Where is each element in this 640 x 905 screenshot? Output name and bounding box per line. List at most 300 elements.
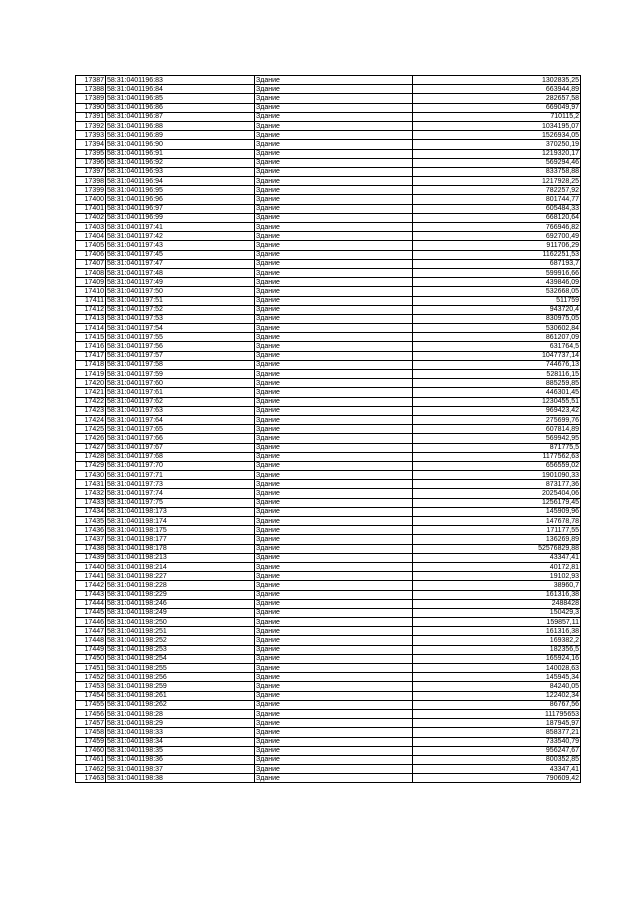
cadastral-number-cell: 58:31:0401197:68 [106,452,255,461]
cadastral-value-cell: 830975,05 [413,314,581,323]
cadastral-value-cell: 687193,7 [413,259,581,268]
cadastral-value-cell: 532668,05 [413,287,581,296]
table-row [76,618,581,627]
cadastral-value-cell: 569294,46 [413,158,581,167]
cadastral-value-cell: 165924,16 [413,654,581,663]
object-type-cell: Здание [255,599,413,608]
cadastral-number-cell: 58:31:0401198:177 [106,535,255,544]
cadastral-number-cell: 58:31:0401198:29 [106,719,255,728]
table-row [76,149,581,158]
cadastral-number-cell: 58:31:0401197:41 [106,223,255,232]
cadastral-value-cell: 446301,45 [413,388,581,397]
table-row [76,131,581,140]
cadastral-value-cell: 710115,2 [413,112,581,121]
table-row [76,94,581,103]
table-row [76,507,581,516]
table-row [76,241,581,250]
object-type-cell: Здание [255,572,413,581]
row-number-cell: 17391 [76,112,106,121]
cadastral-value-cell: 84240,05 [413,682,581,691]
object-type-cell: Здание [255,691,413,700]
table-row [76,599,581,608]
object-type-cell: Здание [255,121,413,130]
object-type-cell: Здание [255,140,413,149]
object-type-cell: Здание [255,535,413,544]
cadastral-number-cell: 58:31:0401197:48 [106,268,255,277]
object-type-cell: Здание [255,112,413,121]
table-row [76,627,581,636]
object-type-cell: Здание [255,241,413,250]
cadastral-number-cell: 58:31:0401197:45 [106,250,255,259]
row-number-cell: 17398 [76,177,106,186]
cadastral-value-cell: 52576829,88 [413,544,581,553]
row-number-cell: 17401 [76,204,106,213]
object-type-cell: Здание [255,728,413,737]
row-number-cell: 17400 [76,195,106,204]
row-number-cell: 17399 [76,186,106,195]
object-type-cell: Здание [255,324,413,333]
cadastral-number-cell: 58:31:0401197:54 [106,324,255,333]
row-number-cell: 17441 [76,572,106,581]
cadastral-number-cell: 58:31:0401197:75 [106,498,255,507]
cadastral-number-cell: 58:31:0401197:59 [106,370,255,379]
table-row [76,223,581,232]
cadastral-number-cell: 58:31:0401196:97 [106,204,255,213]
cadastral-number-cell: 58:31:0401198:173 [106,507,255,516]
cadastral-value-cell: 733540,79 [413,737,581,746]
object-type-cell: Здание [255,204,413,213]
cadastral-value-cell: 1047737,14 [413,351,581,360]
row-number-cell: 17409 [76,278,106,287]
cadastral-value-cell: 38960,7 [413,581,581,590]
cadastral-value-cell: 1302835,25 [413,76,581,85]
cadastral-value-cell: 969423,42 [413,406,581,415]
object-type-cell: Здание [255,765,413,774]
table-row [76,700,581,709]
object-type-cell: Здание [255,507,413,516]
cadastral-value-cell: 161316,38 [413,627,581,636]
table-row [76,452,581,461]
cadastral-value-cell: 833758,88 [413,167,581,176]
cadastral-value-cell: 511759 [413,296,581,305]
row-number-cell: 17421 [76,388,106,397]
table-row [76,526,581,535]
row-number-cell: 17434 [76,507,106,516]
row-number-cell: 17422 [76,397,106,406]
cadastral-value-cell: 790609,42 [413,774,581,783]
object-type-cell: Здание [255,296,413,305]
cadastral-number-cell: 58:31:0401197:66 [106,434,255,443]
table-row [76,177,581,186]
table-row [76,709,581,718]
object-type-cell: Здание [255,131,413,140]
table-row [76,572,581,581]
cadastral-number-cell: 58:31:0401198:259 [106,682,255,691]
table-row [76,636,581,645]
object-type-cell: Здание [255,425,413,434]
cadastral-number-cell: 58:31:0401196:93 [106,167,255,176]
cadastral-value-cell: 145945,34 [413,673,581,682]
cadastral-number-cell: 58:31:0401198:36 [106,755,255,764]
cadastral-value-cell: 147678,78 [413,517,581,526]
object-type-cell: Здание [255,700,413,709]
cadastral-value-cell: 136269,89 [413,535,581,544]
table-row [76,296,581,305]
table-row [76,388,581,397]
cadastral-number-cell: 58:31:0401198:249 [106,608,255,617]
row-number-cell: 17392 [76,121,106,130]
table-row [76,553,581,562]
cadastral-value-cell: 656559,02 [413,461,581,470]
object-type-cell: Здание [255,103,413,112]
object-type-cell: Здание [255,94,413,103]
object-type-cell: Здание [255,406,413,415]
cadastral-number-cell: 58:31:0401197:47 [106,259,255,268]
object-type-cell: Здание [255,397,413,406]
row-number-cell: 17437 [76,535,106,544]
cadastral-number-cell: 58:31:0401198:35 [106,746,255,755]
row-number-cell: 17454 [76,691,106,700]
cadastral-value-cell: 801744,77 [413,195,581,204]
object-type-cell: Здание [255,673,413,682]
table-row [76,305,581,314]
row-number-cell: 17458 [76,728,106,737]
cadastral-number-cell: 58:31:0401196:88 [106,121,255,130]
cadastral-number-cell: 58:31:0401196:91 [106,149,255,158]
row-number-cell: 17442 [76,581,106,590]
row-number-cell: 17433 [76,498,106,507]
cadastral-number-cell: 58:31:0401198:254 [106,654,255,663]
object-type-cell: Здание [255,746,413,755]
object-type-cell: Здание [255,186,413,195]
object-type-cell: Здание [255,471,413,480]
object-type-cell: Здание [255,498,413,507]
cadastral-value-cell: 885259,85 [413,379,581,388]
object-type-cell: Здание [255,333,413,342]
row-number-cell: 17427 [76,443,106,452]
table-row [76,112,581,121]
cadastral-value-cell: 1901090,33 [413,471,581,480]
table-row [76,232,581,241]
object-type-cell: Здание [255,590,413,599]
row-number-cell: 17394 [76,140,106,149]
row-number-cell: 17403 [76,223,106,232]
cadastral-number-cell: 58:31:0401197:64 [106,415,255,424]
table-row [76,287,581,296]
row-number-cell: 17414 [76,324,106,333]
table-row [76,544,581,553]
row-number-cell: 17418 [76,360,106,369]
row-number-cell: 17388 [76,85,106,94]
table-row [76,103,581,112]
table-row [76,379,581,388]
object-type-cell: Здание [255,379,413,388]
table-row [76,406,581,415]
cadastral-number-cell: 58:31:0401196:99 [106,213,255,222]
cadastral-value-cell: 275699,76 [413,415,581,424]
row-number-cell: 17455 [76,700,106,709]
cadastral-value-cell: 871775,5 [413,443,581,452]
row-number-cell: 17425 [76,425,106,434]
cadastral-value-cell: 2025404,06 [413,489,581,498]
row-number-cell: 17440 [76,562,106,571]
cadastral-value-cell: 43347,41 [413,553,581,562]
table-row [76,673,581,682]
object-type-cell: Здание [255,158,413,167]
table-row [76,204,581,213]
table-row [76,765,581,774]
table-row [76,737,581,746]
cadastral-number-cell: 58:31:0401198:262 [106,700,255,709]
object-type-cell: Здание [255,526,413,535]
object-type-cell: Здание [255,360,413,369]
cadastral-number-cell: 58:31:0401196:92 [106,158,255,167]
cadastral-number-cell: 58:31:0401198:214 [106,562,255,571]
row-number-cell: 17428 [76,452,106,461]
cadastral-value-cell: 744676,13 [413,360,581,369]
table-row [76,682,581,691]
cadastral-value-cell: 187945,97 [413,719,581,728]
cadastral-number-cell: 58:31:0401197:52 [106,305,255,314]
row-number-cell: 17451 [76,664,106,673]
table-row [76,443,581,452]
row-number-cell: 17429 [76,461,106,470]
object-type-cell: Здание [255,480,413,489]
table-row [76,250,581,259]
cadastral-number-cell: 58:31:0401198:37 [106,765,255,774]
cadastral-number-cell: 58:31:0401197:61 [106,388,255,397]
object-type-cell: Здание [255,195,413,204]
table-row [76,85,581,94]
cadastral-number-cell: 58:31:0401197:50 [106,287,255,296]
cadastral-number-cell: 58:31:0401197:49 [106,278,255,287]
object-type-cell: Здание [255,608,413,617]
table-row [76,517,581,526]
cadastral-number-cell: 58:31:0401197:71 [106,471,255,480]
row-number-cell: 17463 [76,774,106,783]
cadastral-value-cell: 161316,38 [413,590,581,599]
row-number-cell: 17431 [76,480,106,489]
row-number-cell: 17402 [76,213,106,222]
cadastral-number-cell: 58:31:0401197:55 [106,333,255,342]
cadastral-value-cell: 145909,96 [413,507,581,516]
object-type-cell: Здание [255,544,413,553]
row-number-cell: 17435 [76,517,106,526]
cadastral-value-cell: 956247,67 [413,746,581,755]
object-type-cell: Здание [255,654,413,663]
object-type-cell: Здание [255,415,413,424]
row-number-cell: 17430 [76,471,106,480]
cadastral-number-cell: 58:31:0401197:73 [106,480,255,489]
cadastral-value-cell: 782257,92 [413,186,581,195]
row-number-cell: 17407 [76,259,106,268]
object-type-cell: Здание [255,250,413,259]
table-row [76,654,581,663]
table-row [76,489,581,498]
cadastral-number-cell: 58:31:0401198:256 [106,673,255,682]
cadastral-number-cell: 58:31:0401198:178 [106,544,255,553]
object-type-cell: Здание [255,636,413,645]
cadastral-number-cell: 58:31:0401198:251 [106,627,255,636]
cadastral-number-cell: 58:31:0401198:253 [106,645,255,654]
object-type-cell: Здание [255,461,413,470]
cadastral-value-cell: 943720,4 [413,305,581,314]
table-row [76,158,581,167]
row-number-cell: 17408 [76,268,106,277]
row-number-cell: 17420 [76,379,106,388]
table-row [76,480,581,489]
cadastral-number-cell: 58:31:0401197:53 [106,314,255,323]
object-type-cell: Здание [255,351,413,360]
cadastral-value-table [75,75,581,783]
row-number-cell: 17449 [76,645,106,654]
row-number-cell: 17416 [76,342,106,351]
cadastral-number-cell: 58:31:0401198:33 [106,728,255,737]
object-type-cell: Здание [255,259,413,268]
table-row [76,719,581,728]
cadastral-number-cell: 58:31:0401197:57 [106,351,255,360]
row-number-cell: 17446 [76,618,106,627]
row-number-cell: 17461 [76,755,106,764]
row-number-cell: 17406 [76,250,106,259]
row-number-cell: 17415 [76,333,106,342]
table-row [76,691,581,700]
object-type-cell: Здание [255,287,413,296]
row-number-cell: 17450 [76,654,106,663]
row-number-cell: 17457 [76,719,106,728]
row-number-cell: 17419 [76,370,106,379]
table-row [76,314,581,323]
row-number-cell: 17404 [76,232,106,241]
row-number-cell: 17390 [76,103,106,112]
object-type-cell: Здание [255,452,413,461]
object-type-cell: Здание [255,314,413,323]
cadastral-value-cell: 528116,15 [413,370,581,379]
table-row [76,608,581,617]
cadastral-number-cell: 58:31:0401198:227 [106,572,255,581]
cadastral-value-cell: 911706,29 [413,241,581,250]
row-number-cell: 17397 [76,167,106,176]
object-type-cell: Здание [255,553,413,562]
cadastral-value-cell: 530602,84 [413,324,581,333]
cadastral-number-cell: 58:31:0401196:95 [106,186,255,195]
object-type-cell: Здание [255,645,413,654]
cadastral-number-cell: 58:31:0401197:43 [106,241,255,250]
object-type-cell: Здание [255,443,413,452]
cadastral-number-cell: 58:31:0401196:84 [106,85,255,94]
object-type-cell: Здание [255,85,413,94]
table-row [76,581,581,590]
table-row [76,471,581,480]
row-number-cell: 17456 [76,709,106,718]
row-number-cell: 17448 [76,636,106,645]
object-type-cell: Здание [255,709,413,718]
object-type-cell: Здание [255,268,413,277]
table-row [76,425,581,434]
cadastral-number-cell: 58:31:0401197:62 [106,397,255,406]
row-number-cell: 17393 [76,131,106,140]
object-type-cell: Здание [255,664,413,673]
cadastral-value-cell: 140028,63 [413,664,581,673]
row-number-cell: 17453 [76,682,106,691]
row-number-cell: 17438 [76,544,106,553]
cadastral-number-cell: 58:31:0401196:94 [106,177,255,186]
table-row [76,121,581,130]
object-type-cell: Здание [255,719,413,728]
cadastral-value-cell: 861207,09 [413,333,581,342]
cadastral-value-cell: 86767,56 [413,700,581,709]
cadastral-number-cell: 58:31:0401197:65 [106,425,255,434]
cadastral-value-cell: 1162251,53 [413,250,581,259]
cadastral-number-cell: 58:31:0401196:86 [106,103,255,112]
cadastral-value-cell: 1256179,45 [413,498,581,507]
table-row [76,186,581,195]
table-row [76,590,581,599]
object-type-cell: Здание [255,76,413,85]
cadastral-number-cell: 58:31:0401198:252 [106,636,255,645]
cadastral-value-cell: 2488428 [413,599,581,608]
row-number-cell: 17405 [76,241,106,250]
table-row [76,415,581,424]
table-row [76,195,581,204]
cadastral-value-cell: 111795653 [413,709,581,718]
object-type-cell: Здание [255,682,413,691]
object-type-cell: Здание [255,517,413,526]
cadastral-value-cell: 599916,66 [413,268,581,277]
cadastral-number-cell: 58:31:0401198:246 [106,599,255,608]
table-row [76,342,581,351]
cadastral-value-cell: 282657,58 [413,94,581,103]
cadastral-value-cell: 159857,11 [413,618,581,627]
table-row [76,370,581,379]
row-number-cell: 17447 [76,627,106,636]
row-number-cell: 17424 [76,415,106,424]
object-type-cell: Здание [255,774,413,783]
table-row [76,333,581,342]
row-number-cell: 17443 [76,590,106,599]
object-type-cell: Здание [255,149,413,158]
cadastral-number-cell: 58:31:0401198:250 [106,618,255,627]
cadastral-value-cell: 766946,82 [413,223,581,232]
cadastral-number-cell: 58:31:0401197:70 [106,461,255,470]
cadastral-number-cell: 58:31:0401198:38 [106,774,255,783]
cadastral-value-cell: 663944,89 [413,85,581,94]
object-type-cell: Здание [255,232,413,241]
row-number-cell: 17439 [76,553,106,562]
cadastral-value-cell: 1526934,05 [413,131,581,140]
cadastral-number-cell: 58:31:0401196:85 [106,94,255,103]
cadastral-number-cell: 58:31:0401197:51 [106,296,255,305]
table-row [76,351,581,360]
row-number-cell: 17412 [76,305,106,314]
object-type-cell: Здание [255,305,413,314]
object-type-cell: Здание [255,388,413,397]
cadastral-number-cell: 58:31:0401196:90 [106,140,255,149]
row-number-cell: 17423 [76,406,106,415]
cadastral-number-cell: 58:31:0401196:96 [106,195,255,204]
object-type-cell: Здание [255,581,413,590]
table-row [76,324,581,333]
table-row [76,76,581,85]
cadastral-value-cell: 1230455,51 [413,397,581,406]
table-row [76,140,581,149]
cadastral-number-cell: 58:31:0401196:83 [106,76,255,85]
cadastral-number-cell: 58:31:0401197:74 [106,489,255,498]
cadastral-value-cell: 1217928,25 [413,177,581,186]
table-row [76,278,581,287]
row-number-cell: 17436 [76,526,106,535]
cadastral-value-cell: 1219320,17 [413,149,581,158]
